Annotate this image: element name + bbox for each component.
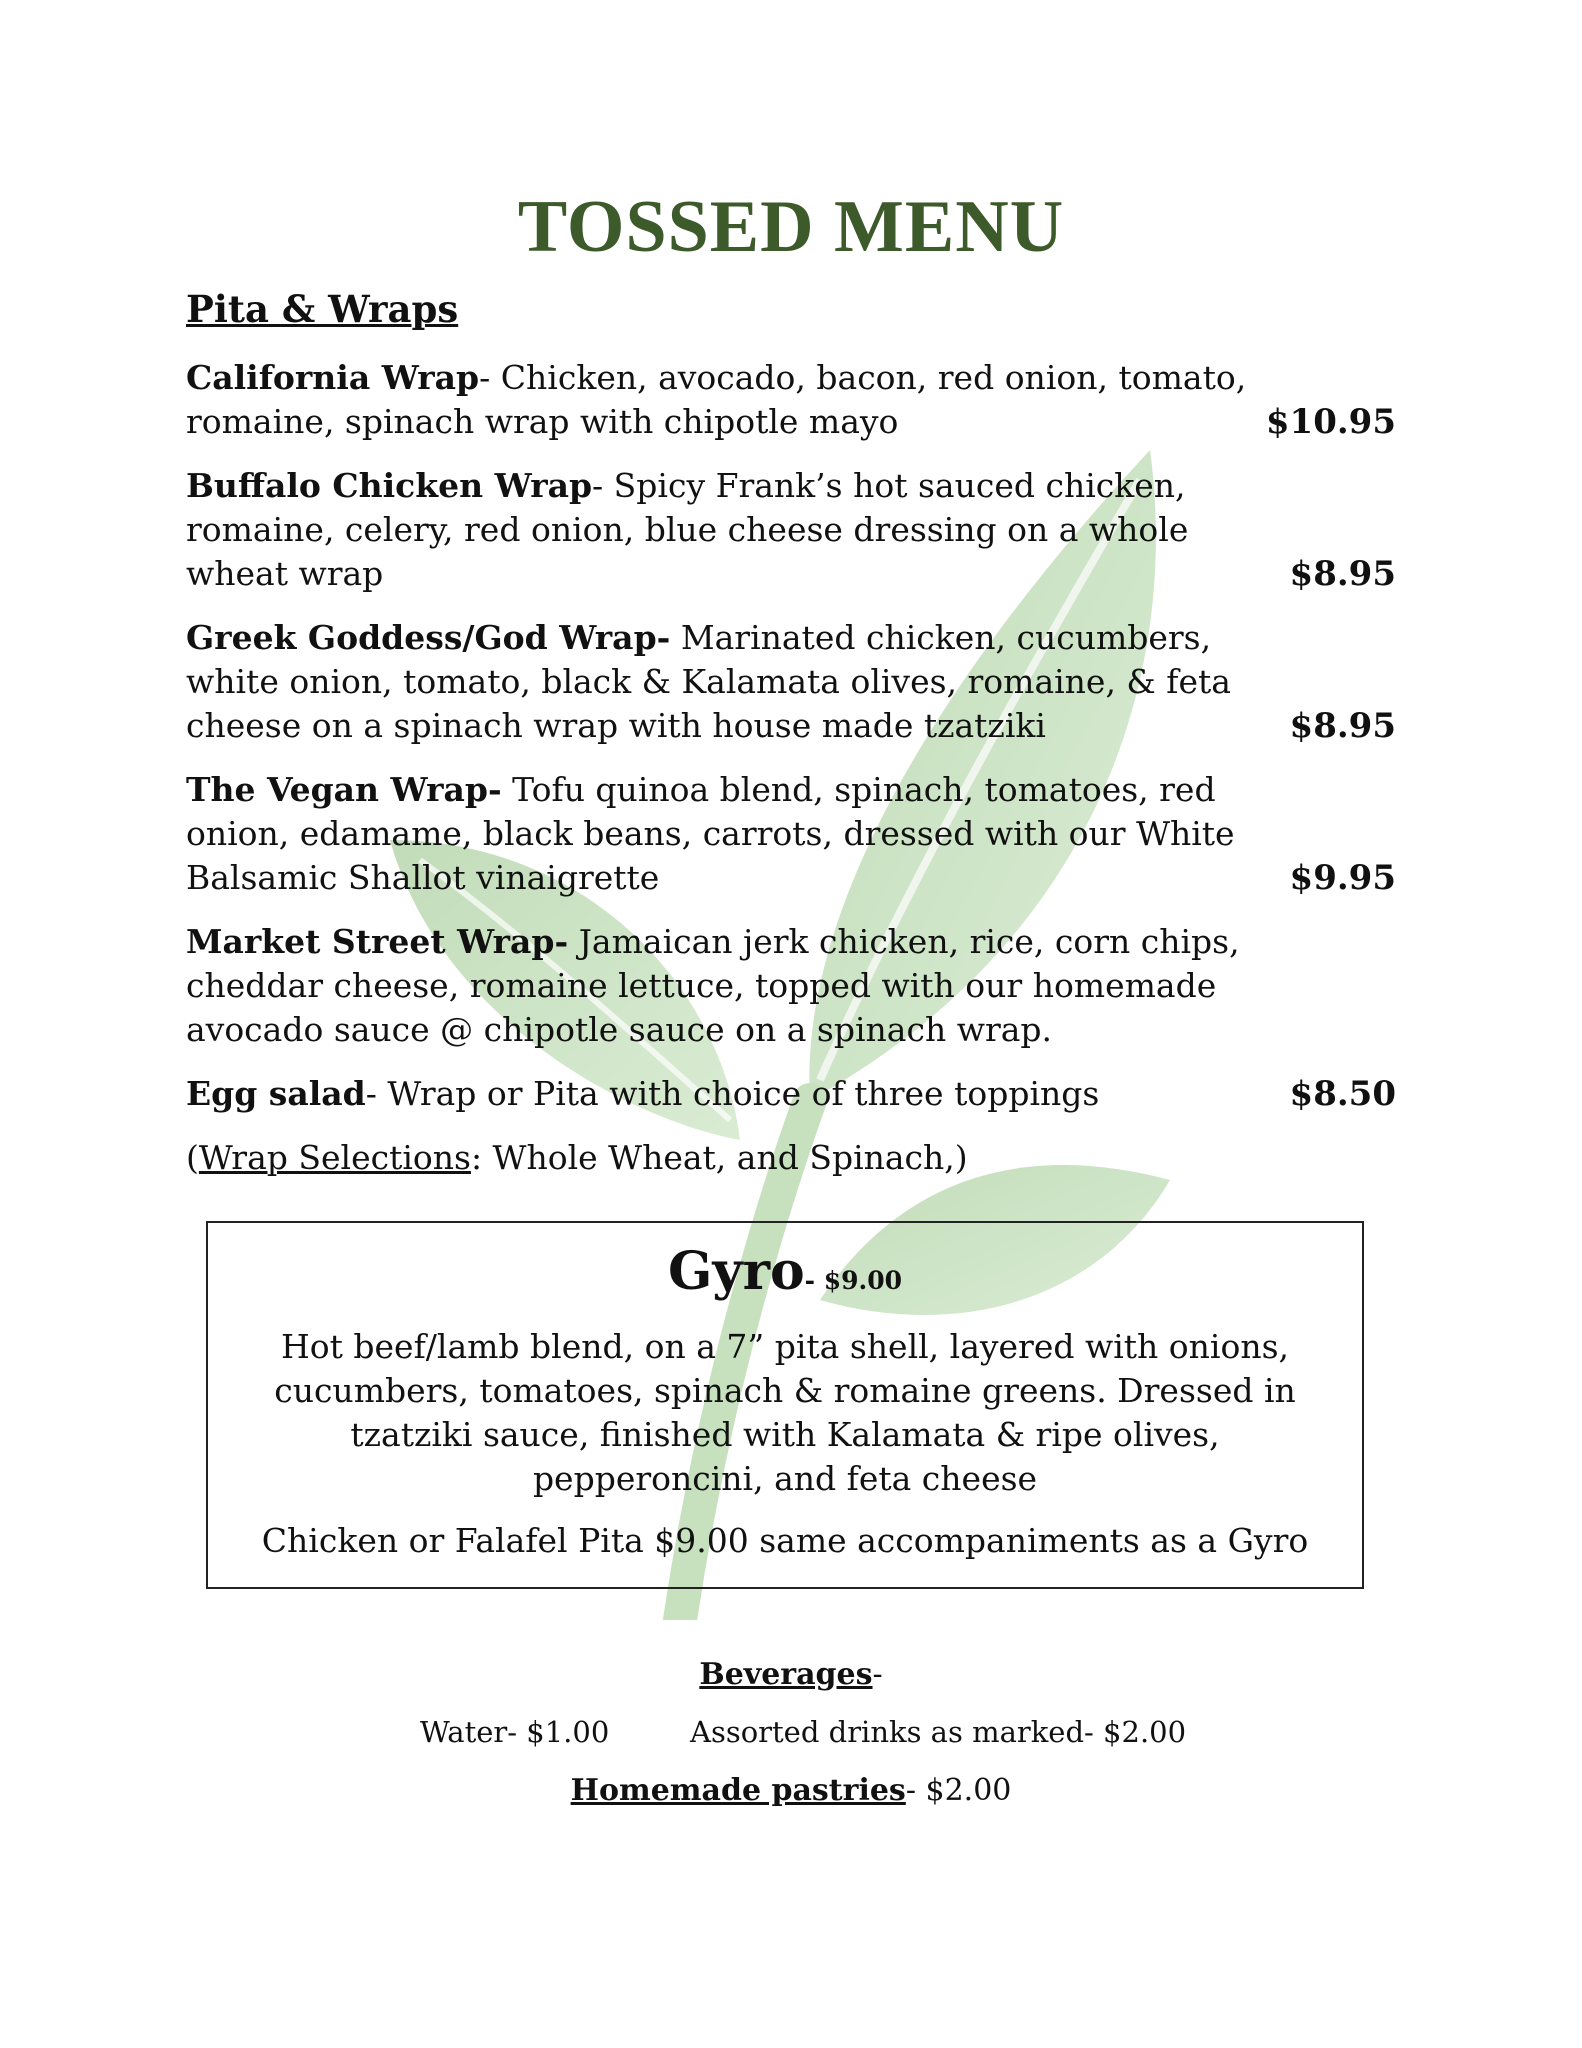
gyro-alternative: Chicken or Falafel Pita $9.00 same accompaniments as a Gyro <box>261 1521 1309 1560</box>
gyro-heading <box>208 1237 1362 1319</box>
gyro-box <box>206 1221 1364 1589</box>
menu-item <box>186 464 1396 596</box>
item-name: Buffalo Chicken Wrap <box>186 466 593 505</box>
beverage-assorted: Assorted drinks as marked- $2.00 <box>690 1715 1187 1749</box>
beverages-heading <box>0 1657 1582 1692</box>
wrap-note-text: : Whole Wheat, and Spinach,) <box>470 1138 968 1177</box>
pastries-heading: Homemade pastries <box>570 1773 906 1808</box>
gyro-description: Hot beef/lamb blend, on a 7” pita shell, layered with onions, cucumbers, tomatoes, spinach & romaine greens. Dressed in tzatziki sauce, finished with Kalamata & ripe olives, pepperoncini, and feta cheese <box>274 1327 1296 1498</box>
wrap-selections-note <box>186 1136 1396 1180</box>
item-price: $8.95 <box>1289 554 1396 594</box>
item-description: - Chicken, avocado, bacon, red onion, tomato, romaine, spinach wrap with chipotle mayo <box>186 358 1247 441</box>
item-price: $10.95 <box>1265 402 1396 442</box>
item-description: Marinated chicken, cucumbers, white onion, tomato, black & Kalamata olives, romaine, & feta cheese on a spinach wrap with house made tzatziki <box>186 618 1231 745</box>
menu-item <box>186 1072 1396 1116</box>
item-description: - Spicy Frank’s hot sauced chicken, romaine, celery, red onion, blue cheese dressing on a whole wheat wrap <box>186 466 1189 593</box>
item-name: Greek Goddess/God Wrap- <box>186 618 671 657</box>
item-price: $8.95 <box>1289 706 1396 746</box>
pastries-line <box>0 1773 1582 1808</box>
item-name: The Vegan Wrap- <box>186 770 502 809</box>
gyro-name: Gyro <box>667 1241 805 1302</box>
beverages-dash: - <box>872 1657 883 1692</box>
wrap-note-open: ( <box>186 1138 199 1177</box>
pastries-price: - $2.00 <box>905 1773 1012 1808</box>
item-description: Jamaican jerk chicken, rice, corn chips, cheddar cheese, romaine lettuce, topped with our homemade avocado sauce @ chipotle sauce on a spinach wrap. <box>186 922 1240 1049</box>
item-price: $8.50 <box>1289 1074 1396 1114</box>
wrap-note-label: Wrap Selections <box>198 1138 471 1177</box>
menu-item <box>186 920 1396 1052</box>
menu-title: TOSSED MENU <box>517 186 1065 268</box>
section-heading-pita-wraps: Pita & Wraps <box>186 287 459 331</box>
menu-item <box>186 768 1396 900</box>
beverages-heading-text: Beverages <box>699 1657 873 1692</box>
item-name: California Wrap <box>186 358 480 397</box>
item-name: Egg salad <box>186 1074 366 1113</box>
beverage-water: Water- $1.00 <box>420 1715 610 1749</box>
item-description: - Wrap or Pita with choice of three toppings <box>365 1074 1100 1113</box>
item-price: $9.95 <box>1289 858 1396 898</box>
menu-item-list <box>186 356 1396 1180</box>
item-name: Market Street Wrap- <box>186 922 569 961</box>
menu-item <box>186 616 1396 748</box>
item-description: Tofu quinoa blend, spinach, tomatoes, red onion, edamame, black beans, carrots, dressed with our White Balsamic Shallot vinaigrette <box>186 770 1235 897</box>
gyro-price: - $9.00 <box>804 1266 903 1295</box>
menu-item <box>186 356 1396 444</box>
